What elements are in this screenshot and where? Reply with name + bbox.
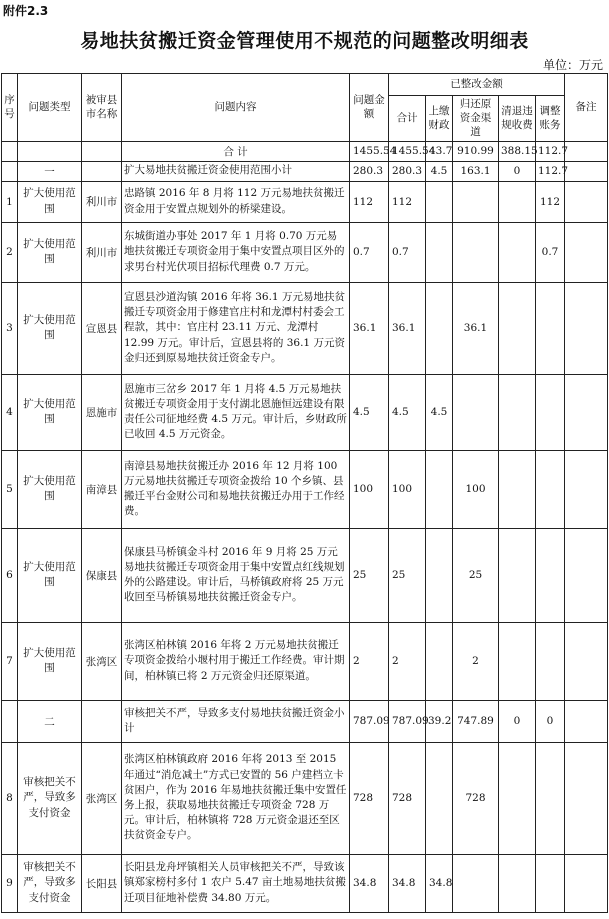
row-fees — [499, 181, 536, 222]
row-type: 扩大使用范围 — [18, 622, 82, 700]
row-finance — [426, 622, 453, 700]
table-row — [2, 450, 608, 528]
group-amount: 280.3 — [350, 161, 389, 181]
group-seq: 一 — [18, 161, 82, 181]
row-channel: 25 — [453, 528, 499, 622]
header-channel: 归还原资金渠道 — [453, 96, 499, 142]
row-type: 扩大使用范围 — [18, 282, 82, 374]
group-total: 280.3 — [389, 161, 426, 181]
row-amount: 34.8 — [350, 854, 389, 912]
table-row — [2, 181, 608, 222]
summary-adjust: 112.7 — [536, 141, 565, 161]
header-type: 问题类型 — [18, 74, 82, 142]
rectification-table — [1, 73, 608, 913]
row-adjust — [536, 622, 565, 700]
row-amount: 2 — [350, 622, 389, 700]
group-channel: 747.89 — [453, 700, 499, 742]
attachment-label: 附件2.3 — [3, 4, 49, 18]
group-fees: 0 — [499, 700, 536, 742]
row-amount: 25 — [350, 528, 389, 622]
row-total: 36.1 — [389, 282, 426, 374]
row-fees — [499, 854, 536, 912]
row-adjust — [536, 854, 565, 912]
header-fees: 清退违规收费 — [499, 96, 536, 142]
row-fees — [499, 528, 536, 622]
header-total: 合计 — [389, 96, 426, 142]
row-total: 34.8 — [389, 854, 426, 912]
group-adjust: 0 — [536, 700, 565, 742]
row-finance: 34.8 — [426, 854, 453, 912]
row-content: 张湾区柏林镇政府 2016 年将 2013 至 2015 年通过“消危减土”方式已安置的 56 户建档立卡贫困户，作为 2016 年易地扶贫搬迁集中安置任务上报，获取易地扶贫搬迁专项资金 728 万元。审计后，柏林镇将 728 万元资金退还至区扶贫资金专户。 — [122, 742, 350, 854]
row-channel — [453, 181, 499, 222]
row-total: 100 — [389, 450, 426, 528]
row-seq: 8 — [2, 742, 18, 854]
row-county: 张湾区 — [82, 742, 122, 854]
group-fees: 0 — [499, 161, 536, 181]
row-county: 张湾区 — [82, 622, 122, 700]
summary-finance: 43.7 — [426, 141, 453, 161]
summary-total: 1455.54 — [389, 141, 426, 161]
row-seq: 6 — [2, 528, 18, 622]
header-remark: 备注 — [565, 74, 608, 142]
table-row — [2, 222, 608, 282]
row-content: 忠路镇 2016 年 8 月将 112 万元易地扶贫搬迁资金用于安置点规划外的桥梁建设。 — [122, 181, 350, 222]
row-adjust — [536, 528, 565, 622]
row-content: 保康县马桥镇金斗村 2016 年 9 月将 25 万元易地扶贫搬迁专项资金用于集中安置点红线规划外的公路建设。审计后，马桥镇政府将 25 万元收回至马桥镇易地扶贫搬迁资金专户。 — [122, 528, 350, 622]
row-type: 扩大使用范围 — [18, 181, 82, 222]
row-content: 南漳县易地扶贫搬迁办 2016 年 12 月将 100 万元易地扶贫搬迁专项资金拨给 10 个乡镇、县搬迁平台金财公司和易地扶贫搬迁办用于工作经费。 — [122, 450, 350, 528]
row-finance — [426, 528, 453, 622]
table-row — [2, 528, 608, 622]
row-county: 宣恩县 — [82, 282, 122, 374]
row-total: 0.7 — [389, 222, 426, 282]
row-amount: 100 — [350, 450, 389, 528]
row-channel: 2 — [453, 622, 499, 700]
row-content: 长阳县龙舟坪镇相关人员审核把关不严，导致该镇郑家榜村多付 1 农户 5.47 亩土地易地扶贫搬迁项目征地补偿费 34.80 万元。 — [122, 854, 350, 912]
row-amount: 112 — [350, 181, 389, 222]
row-county: 保康县 — [82, 528, 122, 622]
row-county: 长阳县 — [82, 854, 122, 912]
table-row — [2, 374, 608, 450]
row-fees — [499, 622, 536, 700]
row-total: 2 — [389, 622, 426, 700]
table-row — [2, 742, 608, 854]
row-content: 宣恩县沙道沟镇 2016 年将 36.1 万元易地扶贫搬迁专项资金用于修建官庄村和龙潭村村委会工程款，其中：官庄村 23.11 万元、龙潭村 12.99 万元。审计后，宣恩县将的 36.1 万元资金归还到原易地扶贫迁资金专户。 — [122, 282, 350, 374]
header-content: 问题内容 — [122, 74, 350, 142]
group-channel: 163.1 — [453, 161, 499, 181]
row-content: 恩施市三岔乡 2017 年 1 月将 4.5 万元易地扶贫搬迁专项资金用于支付湖北恩施恒远建设有限责任公司征地经费 4.5 万元。审计后，乡财政所已收回 4.5 万元资金。 — [122, 374, 350, 450]
table-row — [2, 622, 608, 700]
row-adjust — [536, 374, 565, 450]
header-county: 被审县市名称 — [82, 74, 122, 142]
group-title: 审核把关不严，导致多支付易地扶贫搬迁资金小计 — [122, 700, 350, 742]
row-amount: 4.5 — [350, 374, 389, 450]
group-finance: 39.2 — [426, 700, 453, 742]
row-seq: 7 — [2, 622, 18, 700]
summary-channel: 910.99 — [453, 141, 499, 161]
header-adjust: 调整账务 — [536, 96, 565, 142]
row-fees — [499, 742, 536, 854]
row-finance: 4.5 — [426, 374, 453, 450]
row-finance — [426, 450, 453, 528]
row-total: 728 — [389, 742, 426, 854]
row-finance — [426, 742, 453, 854]
row-seq: 1 — [2, 181, 18, 222]
row-seq: 3 — [2, 282, 18, 374]
summary-fees: 388.15 — [499, 141, 536, 161]
row-channel: 728 — [453, 742, 499, 854]
page-title: 易地扶贫搬迁资金管理使用不规范的问题整改明细表 — [80, 30, 529, 52]
group-amount: 787.09 — [350, 700, 389, 742]
row-type: 扩大使用范围 — [18, 450, 82, 528]
unit-label: 单位：万元 — [542, 58, 603, 72]
summary-row — [2, 141, 608, 161]
row-amount: 728 — [350, 742, 389, 854]
group-row — [2, 700, 608, 742]
row-county: 利川市 — [82, 222, 122, 282]
row-content: 张湾区柏林镇 2016 年将 2 万元易地扶贫搬迁专项资金拨给小堰村用于搬迁工作经费。审计期间，柏林镇已将 2 万元资金归还原渠道。 — [122, 622, 350, 700]
row-county: 利川市 — [82, 181, 122, 222]
row-channel: 36.1 — [453, 282, 499, 374]
header-finance: 上缴财政 — [426, 96, 453, 142]
row-adjust: 112 — [536, 181, 565, 222]
header-seq: 序号 — [2, 74, 18, 142]
group-total: 787.09 — [389, 700, 426, 742]
table-row — [2, 282, 608, 374]
row-type: 扩大使用范围 — [18, 374, 82, 450]
row-seq: 9 — [2, 854, 18, 912]
row-seq: 4 — [2, 374, 18, 450]
row-channel: 100 — [453, 450, 499, 528]
row-finance — [426, 222, 453, 282]
summary-label: 合 计 — [122, 141, 350, 161]
group-row — [2, 161, 608, 181]
row-fees — [499, 282, 536, 374]
row-finance — [426, 282, 453, 374]
row-total: 112 — [389, 181, 426, 222]
row-finance — [426, 181, 453, 222]
row-seq: 5 — [2, 450, 18, 528]
group-adjust: 112.7 — [536, 161, 565, 181]
row-total: 4.5 — [389, 374, 426, 450]
header-rectified: 已整改金额 — [389, 74, 565, 96]
row-channel — [453, 854, 499, 912]
row-channel — [453, 374, 499, 450]
row-adjust: 0.7 — [536, 222, 565, 282]
row-amount: 0.7 — [350, 222, 389, 282]
row-county: 南漳县 — [82, 450, 122, 528]
table-row — [2, 854, 608, 912]
row-total: 25 — [389, 528, 426, 622]
row-channel — [453, 222, 499, 282]
row-county: 恩施市 — [82, 374, 122, 450]
row-fees — [499, 222, 536, 282]
row-type: 扩大使用范围 — [18, 222, 82, 282]
row-amount: 36.1 — [350, 282, 389, 374]
row-adjust — [536, 742, 565, 854]
row-fees — [499, 374, 536, 450]
summary-amount: 1455.54 — [350, 141, 389, 161]
row-seq: 2 — [2, 222, 18, 282]
row-content: 东城街道办事处 2017 年 1 月将 0.70 万元易地扶贫搬迁专项资金用于集中安置点项目区外的求男台村光伏项目招标代理费 0.7 万元。 — [122, 222, 350, 282]
row-adjust — [536, 450, 565, 528]
row-type: 审核把关不严，导致多支付资金 — [18, 854, 82, 912]
group-finance: 4.5 — [426, 161, 453, 181]
row-fees — [499, 450, 536, 528]
row-type: 审核把关不严，导致多支付资金 — [18, 742, 82, 854]
group-title: 扩大易地扶贫搬迁资金使用范围小计 — [122, 161, 350, 181]
row-type: 扩大使用范围 — [18, 528, 82, 622]
header-amount: 问题金额 — [350, 74, 389, 142]
group-seq: 二 — [18, 700, 82, 742]
row-adjust — [536, 282, 565, 374]
